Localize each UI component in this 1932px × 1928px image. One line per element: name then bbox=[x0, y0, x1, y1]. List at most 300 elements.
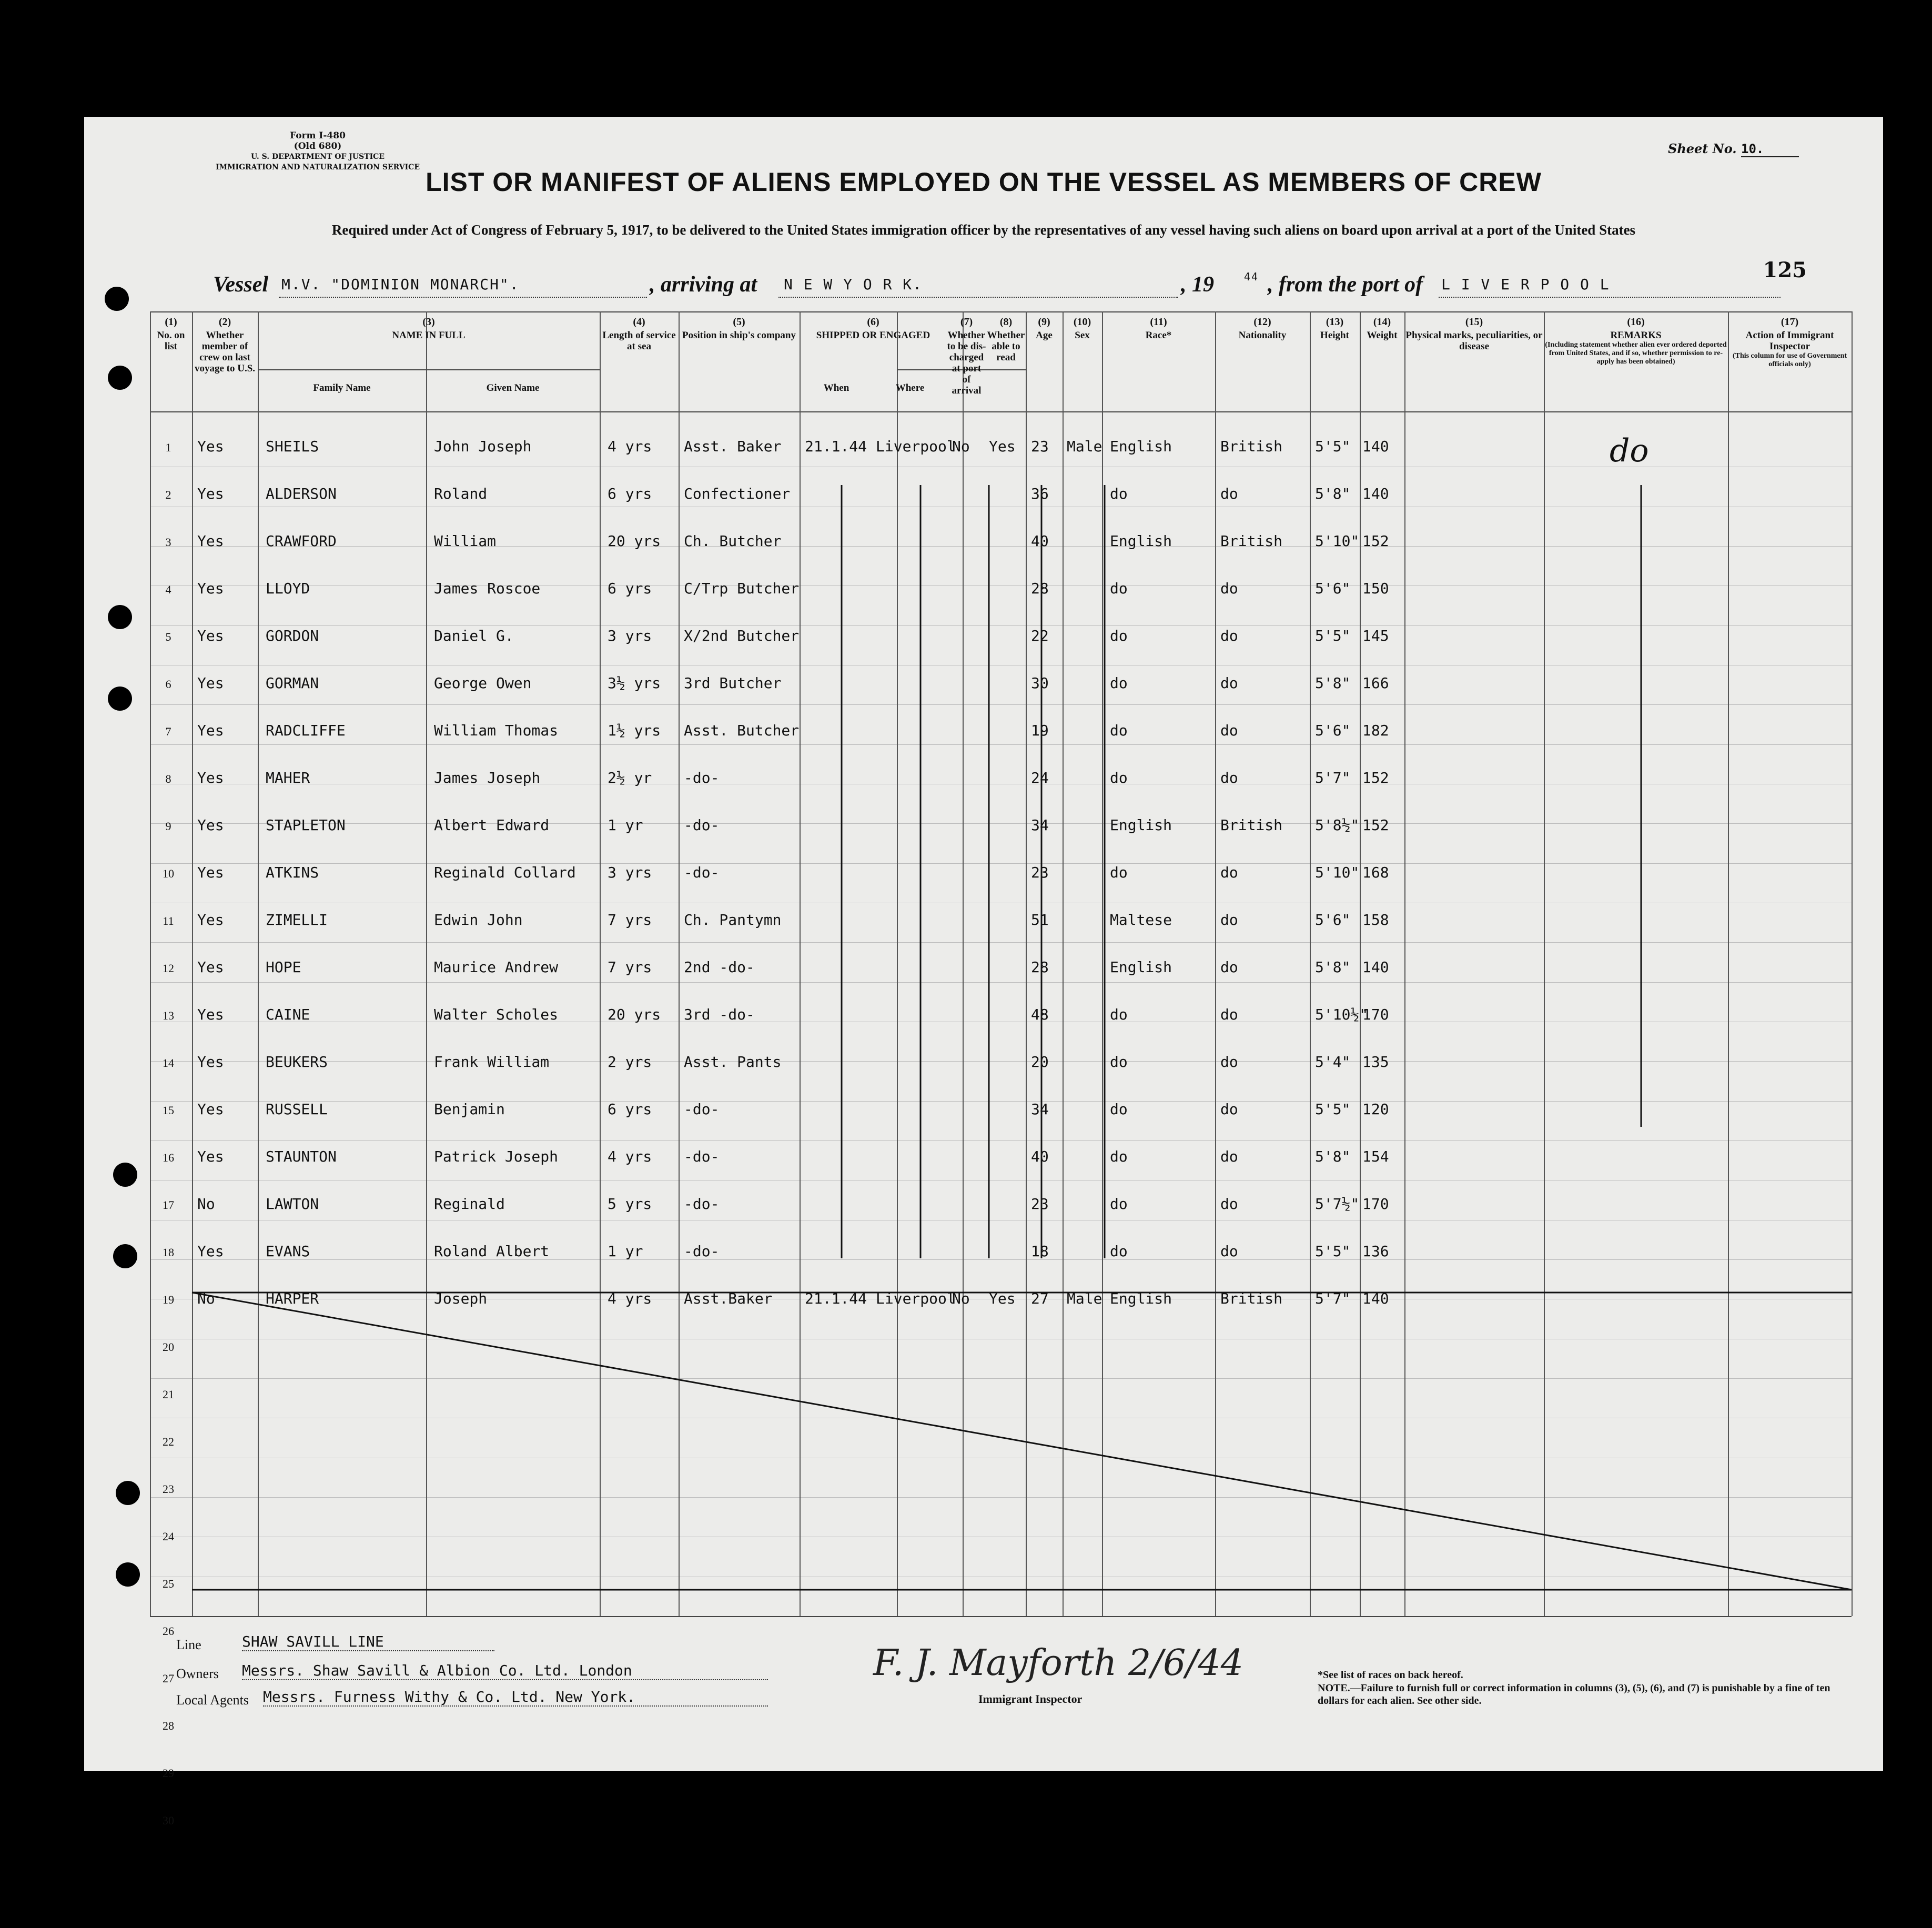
cell-service: 4 yrs bbox=[608, 1148, 652, 1165]
column-label: Physical marks, peculiarities, or disease bbox=[1405, 330, 1543, 352]
cell-nationality: do bbox=[1220, 674, 1238, 692]
cell-race: do bbox=[1110, 580, 1128, 597]
cell-age: 20 bbox=[1031, 1053, 1049, 1071]
subheader-given-name: Given Name bbox=[486, 382, 540, 393]
binding-hole bbox=[116, 1562, 140, 1587]
row-number: 12 bbox=[163, 962, 174, 975]
races-note: *See list of races on back hereof. bbox=[1318, 1669, 1463, 1681]
cell-height: 5'10" bbox=[1315, 864, 1360, 881]
column-number: (7) bbox=[960, 316, 973, 328]
cell-height: 5'5" bbox=[1315, 1243, 1351, 1260]
cell-family: ATKINS bbox=[266, 864, 319, 881]
cell-when: 21.1.44 bbox=[805, 438, 867, 455]
cell-position: -do- bbox=[684, 1148, 720, 1165]
column-label: SHIPPED OR ENGAGED bbox=[816, 330, 930, 341]
row-number: 30 bbox=[163, 1814, 174, 1827]
cell-nationality: do bbox=[1220, 1006, 1238, 1023]
cell-given: Roland bbox=[434, 485, 488, 502]
pen-marks bbox=[84, 117, 1883, 1771]
cell-weight: 158 bbox=[1362, 911, 1389, 928]
cell-discharged: No bbox=[952, 1290, 970, 1307]
cell-nationality: British bbox=[1220, 1290, 1283, 1307]
column-number: (15) bbox=[1465, 316, 1483, 328]
column-number: (4) bbox=[633, 316, 645, 328]
cell-given: Patrick Joseph bbox=[434, 1148, 559, 1165]
page-number: 125 bbox=[1763, 258, 1807, 282]
cell-height: 5'4" bbox=[1315, 1053, 1351, 1071]
cell-nationality: do bbox=[1220, 1148, 1238, 1165]
binding-hole bbox=[116, 1481, 140, 1505]
column-label: REMARKS bbox=[1610, 330, 1662, 341]
cell-weight: 140 bbox=[1362, 485, 1389, 502]
column-number: (12) bbox=[1253, 316, 1271, 328]
row-number: 9 bbox=[165, 820, 171, 833]
cell-nationality: do bbox=[1220, 722, 1238, 739]
cell-race: do bbox=[1110, 864, 1128, 881]
cell-age: 22 bbox=[1031, 627, 1049, 644]
page-title: LIST OR MANIFEST OF ALIENS EMPLOYED ON THE VESSEL AS MEMBERS OF CREW bbox=[426, 167, 1542, 197]
cell-race: do bbox=[1110, 1148, 1128, 1165]
cell-age: 48 bbox=[1031, 1006, 1049, 1023]
cell-age: 24 bbox=[1031, 769, 1049, 786]
column-number: (2) bbox=[218, 316, 231, 328]
year-label: , 19 bbox=[1181, 272, 1214, 297]
cell-given: Frank William bbox=[434, 1053, 550, 1071]
cell-age: 51 bbox=[1031, 911, 1049, 928]
cell-family: STAPLETON bbox=[266, 816, 346, 834]
cell-family: SHEILS bbox=[266, 438, 319, 455]
row-number: 5 bbox=[165, 630, 171, 643]
row-number: 3 bbox=[165, 536, 171, 549]
cell-age: 40 bbox=[1031, 532, 1049, 550]
column-label: Age bbox=[1036, 330, 1053, 341]
binding-hole bbox=[108, 366, 132, 390]
cell-position: -do- bbox=[684, 1101, 720, 1118]
cell-position: Asst. Baker bbox=[684, 438, 782, 455]
local-agents-label: Local Agents bbox=[176, 1692, 249, 1708]
cell-position: Asst. Pants bbox=[684, 1053, 782, 1071]
column-number: (5) bbox=[733, 316, 745, 328]
cell-family: GORMAN bbox=[266, 674, 319, 692]
cell-last: Yes bbox=[197, 911, 224, 928]
cell-weight: 136 bbox=[1362, 1243, 1389, 1260]
cell-service: 1 yr bbox=[608, 816, 643, 834]
column-label: Position in ship's company bbox=[682, 330, 796, 341]
column-label: Whether member of crew on last voyage to U.S. bbox=[194, 330, 256, 374]
cell-service: 2½ yr bbox=[608, 769, 652, 786]
cell-last: Yes bbox=[197, 1243, 224, 1260]
cell-age: 30 bbox=[1031, 674, 1049, 692]
cell-height: 5'5" bbox=[1315, 627, 1351, 644]
cell-height: 5'7½" bbox=[1315, 1195, 1360, 1213]
cell-last: Yes bbox=[197, 674, 224, 692]
cell-service: 1 yr bbox=[608, 1243, 643, 1260]
column-label: Nationality bbox=[1238, 330, 1287, 341]
cell-given: Edwin John bbox=[434, 911, 523, 928]
row-number: 27 bbox=[163, 1672, 174, 1685]
row-number: 29 bbox=[163, 1767, 174, 1780]
cell-position: Ch. Pantymn bbox=[684, 911, 782, 928]
cell-position: Ch. Butcher bbox=[684, 532, 782, 550]
cell-nationality: do bbox=[1220, 958, 1238, 976]
binding-hole bbox=[108, 687, 132, 711]
cell-race: do bbox=[1110, 722, 1128, 739]
row-number: 17 bbox=[163, 1198, 174, 1212]
cell-last: Yes bbox=[197, 1053, 224, 1071]
cell-read: Yes bbox=[989, 1290, 1016, 1307]
column-label: No. on list bbox=[157, 330, 185, 352]
cell-age: 36 bbox=[1031, 485, 1049, 502]
cell-height: 5'6" bbox=[1315, 911, 1351, 928]
cell-nationality: do bbox=[1220, 1101, 1238, 1118]
cell-family: ZIMELLI bbox=[266, 911, 328, 928]
column-label: Length of service at sea bbox=[602, 330, 676, 352]
cell-given: James Roscoe bbox=[434, 580, 541, 597]
cell-last: Yes bbox=[197, 864, 224, 881]
cell-service: 4 yrs bbox=[608, 1290, 652, 1307]
cell-family: RADCLIFFE bbox=[266, 722, 346, 739]
cell-race: do bbox=[1110, 1006, 1128, 1023]
cell-height: 5'8" bbox=[1315, 674, 1351, 692]
cell-service: 3 yrs bbox=[608, 864, 652, 881]
cell-given: William Thomas bbox=[434, 722, 559, 739]
row-number: 7 bbox=[165, 725, 171, 738]
cell-service: 20 yrs bbox=[608, 532, 661, 550]
cell-race: English bbox=[1110, 438, 1172, 455]
cell-nationality: British bbox=[1220, 816, 1283, 834]
line-value: SHAW SAVILL LINE bbox=[242, 1633, 494, 1651]
owners-value: Messrs. Shaw Savill & Albion Co. Ltd. London bbox=[242, 1662, 768, 1680]
subheader-when: When bbox=[823, 382, 849, 393]
cell-nationality: do bbox=[1220, 864, 1238, 881]
cell-family: STAUNTON bbox=[266, 1148, 337, 1165]
cell-position: -do- bbox=[684, 864, 720, 881]
subheader-where: Where bbox=[895, 382, 925, 393]
cell-given: Reginald Collard bbox=[434, 864, 576, 881]
cell-race: English bbox=[1110, 532, 1172, 550]
cell-family: GORDON bbox=[266, 627, 319, 644]
cell-race: do bbox=[1110, 485, 1128, 502]
penalty-note: NOTE.—Failure to furnish full or correct information in columns (3), (5), (6), and (7) is punishable by a fine of ten dollars for each alien. See other side. bbox=[1318, 1682, 1830, 1707]
cell-race: do bbox=[1110, 769, 1128, 786]
cell-weight: 166 bbox=[1362, 674, 1389, 692]
inspector-caption: Immigrant Inspector bbox=[978, 1692, 1083, 1705]
row-number: 10 bbox=[163, 867, 174, 880]
arriving-value: N E W Y O R K. bbox=[784, 276, 923, 293]
cell-nationality: do bbox=[1220, 769, 1238, 786]
cell-last: Yes bbox=[197, 532, 224, 550]
row-number: 20 bbox=[163, 1340, 174, 1354]
column-label: Race* bbox=[1145, 330, 1172, 341]
row-number: 2 bbox=[165, 488, 171, 501]
row-number: 23 bbox=[163, 1482, 174, 1496]
cell-last: Yes bbox=[197, 627, 224, 644]
cell-nationality: do bbox=[1220, 1195, 1238, 1213]
cell-race: Maltese bbox=[1110, 911, 1172, 928]
cell-nationality: British bbox=[1220, 438, 1283, 455]
column-number: (3) bbox=[422, 316, 435, 328]
cell-family: HOPE bbox=[266, 958, 301, 976]
row-number: 22 bbox=[163, 1435, 174, 1448]
from-port-value: L I V E R P O O L bbox=[1441, 276, 1610, 293]
cell-last: Yes bbox=[197, 769, 224, 786]
row-number: 4 bbox=[165, 583, 171, 596]
cell-nationality: do bbox=[1220, 1243, 1238, 1260]
cell-nationality: do bbox=[1220, 911, 1238, 928]
cell-family: CAINE bbox=[266, 1006, 310, 1023]
cell-service: 3 yrs bbox=[608, 627, 652, 644]
row-number: 21 bbox=[163, 1388, 174, 1401]
cell-given: Benjamin bbox=[434, 1101, 505, 1118]
column-number: (10) bbox=[1073, 316, 1091, 328]
cell-service: 2 yrs bbox=[608, 1053, 652, 1071]
cell-position: -do- bbox=[684, 816, 720, 834]
cell-weight: 170 bbox=[1362, 1006, 1389, 1023]
cell-family: RUSSELL bbox=[266, 1101, 328, 1118]
cell-given: Albert Edward bbox=[434, 816, 550, 834]
cell-height: 5'10" bbox=[1315, 532, 1360, 550]
row-number: 1 bbox=[165, 441, 171, 454]
inspector-signature: F. J. Mayforth 2/6/44 bbox=[873, 1642, 1243, 1684]
cell-family: CRAWFORD bbox=[266, 532, 337, 550]
cell-race: do bbox=[1110, 627, 1128, 644]
cell-last: Yes bbox=[197, 1101, 224, 1118]
action-note: (This column for use of Government officials only) bbox=[1732, 352, 1847, 368]
cell-service: 7 yrs bbox=[608, 911, 652, 928]
cell-sex: Male bbox=[1067, 438, 1102, 455]
cell-weight: 182 bbox=[1362, 722, 1389, 739]
cell-last: Yes bbox=[197, 958, 224, 976]
cell-position: 3rd -do- bbox=[684, 1006, 755, 1023]
column-label: Whether to be dis-charged at port of arrival bbox=[947, 330, 986, 396]
cell-service: 6 yrs bbox=[608, 580, 652, 597]
cell-family: BEUKERS bbox=[266, 1053, 328, 1071]
binding-hole bbox=[113, 1244, 137, 1268]
vessel-value: M.V. "DOMINION MONARCH". bbox=[281, 276, 520, 293]
cell-position: Confectioner bbox=[684, 485, 791, 502]
local-agents-value: Messrs. Furness Withy & Co. Ltd. New York. bbox=[263, 1688, 768, 1707]
cell-weight: 140 bbox=[1362, 1290, 1389, 1307]
row-number: 8 bbox=[165, 772, 171, 785]
cancellation-diagonal bbox=[192, 1293, 1852, 1590]
cell-nationality: do bbox=[1220, 485, 1238, 502]
row-number: 15 bbox=[163, 1104, 174, 1117]
cell-age: 19 bbox=[1031, 722, 1049, 739]
column-number: (17) bbox=[1781, 316, 1799, 328]
cell-height: 5'8½" bbox=[1315, 816, 1360, 834]
cell-given: William bbox=[434, 532, 497, 550]
form-old-number: (Old 680) bbox=[294, 141, 342, 152]
department-name: U. S. DEPARTMENT OF JUSTICE bbox=[250, 153, 385, 161]
cell-weight: 150 bbox=[1362, 580, 1389, 597]
cell-given: George Owen bbox=[434, 674, 532, 692]
owners-label: Owners bbox=[176, 1666, 219, 1681]
cell-last: Yes bbox=[197, 580, 224, 597]
cell-family: HARPER bbox=[266, 1290, 319, 1307]
column-label: Sex bbox=[1075, 330, 1090, 341]
column-label: Whether able to read bbox=[987, 330, 1025, 363]
cell-nationality: British bbox=[1220, 532, 1283, 550]
cell-position: Asst. Butcher bbox=[684, 722, 800, 739]
cell-position: -do- bbox=[684, 1243, 720, 1260]
cell-service: 3½ yrs bbox=[608, 674, 661, 692]
cell-position: -do- bbox=[684, 1195, 720, 1213]
cell-position: 3rd Butcher bbox=[684, 674, 782, 692]
cell-family: MAHER bbox=[266, 769, 310, 786]
cell-height: 5'5" bbox=[1315, 438, 1351, 455]
row-number: 24 bbox=[163, 1530, 174, 1543]
cell-family: EVANS bbox=[266, 1243, 310, 1260]
cell-weight: 140 bbox=[1362, 958, 1389, 976]
cell-position: -do- bbox=[684, 769, 720, 786]
cell-weight: 170 bbox=[1362, 1195, 1389, 1213]
remarks-note: (Including statement whether alien ever ordered deported from United States, and if so, whether permission to re-apply has been obtained) bbox=[1545, 341, 1727, 366]
cell-given: Roland Albert bbox=[434, 1243, 550, 1260]
cell-age: 28 bbox=[1031, 580, 1049, 597]
arriving-label: , arriving at bbox=[650, 272, 757, 297]
cell-weight: 140 bbox=[1362, 438, 1389, 455]
cell-weight: 154 bbox=[1362, 1148, 1389, 1165]
cell-when: 21.1.44 bbox=[805, 1290, 867, 1307]
cell-age: 23 bbox=[1031, 438, 1049, 455]
column-label: NAME IN FULL bbox=[392, 330, 466, 341]
cell-family: LAWTON bbox=[266, 1195, 319, 1213]
row-number: 19 bbox=[163, 1293, 174, 1306]
cell-race: do bbox=[1110, 674, 1128, 692]
column-number: (9) bbox=[1038, 316, 1050, 328]
cell-age: 18 bbox=[1031, 1243, 1049, 1260]
row-number: 25 bbox=[163, 1577, 174, 1590]
cell-age: 34 bbox=[1031, 1101, 1049, 1118]
cell-service: 6 yrs bbox=[608, 1101, 652, 1118]
cell-age: 23 bbox=[1031, 1195, 1049, 1213]
page-subtitle: Required under Act of Congress of February 5, 1917, to be delivered to the United States immigration officer by the representatives of any vessel having such aliens on board upon arrival at a port of the United States bbox=[331, 222, 1636, 238]
cell-sex: Male bbox=[1067, 1290, 1102, 1307]
cell-last: No bbox=[197, 1290, 215, 1307]
column-number: (8) bbox=[999, 316, 1013, 328]
cell-height: 5'10½" bbox=[1315, 1006, 1369, 1023]
sheet-value: 10. bbox=[1741, 142, 1799, 157]
cell-read: Yes bbox=[989, 438, 1016, 455]
binding-hole bbox=[108, 605, 132, 629]
cell-position: X/2nd Butcher bbox=[684, 627, 800, 644]
cell-given: Maurice Andrew bbox=[434, 958, 559, 976]
cell-family: LLOYD bbox=[266, 580, 310, 597]
form-number: Form I-480 bbox=[290, 130, 346, 141]
cell-where: Liverpool bbox=[876, 438, 956, 455]
cell-race: English bbox=[1110, 1290, 1172, 1307]
cell-height: 5'8" bbox=[1315, 485, 1351, 502]
cell-position: 2nd -do- bbox=[684, 958, 755, 976]
row-number: 26 bbox=[163, 1624, 174, 1638]
cell-last: Yes bbox=[197, 485, 224, 502]
binding-hole bbox=[105, 287, 129, 311]
subheader-family-name: Family Name bbox=[313, 382, 371, 393]
cell-race: do bbox=[1110, 1243, 1128, 1260]
row-number: 16 bbox=[163, 1151, 174, 1164]
cell-last: Yes bbox=[197, 438, 224, 455]
cell-height: 5'7" bbox=[1315, 1290, 1351, 1307]
cell-last: Yes bbox=[197, 1006, 224, 1023]
row-number: 6 bbox=[165, 678, 171, 691]
cell-weight: 152 bbox=[1362, 816, 1389, 834]
cell-service: 1½ yrs bbox=[608, 722, 661, 739]
cell-given: John Joseph bbox=[434, 438, 532, 455]
cell-age: 34 bbox=[1031, 816, 1049, 834]
cell-discharged: No bbox=[952, 438, 970, 455]
row-number: 11 bbox=[163, 914, 174, 927]
column-number: (16) bbox=[1627, 316, 1645, 328]
column-label: Action of Immigrant Inspector bbox=[1745, 330, 1834, 352]
cell-age: 27 bbox=[1031, 1290, 1049, 1307]
sheet-label: Sheet No. bbox=[1668, 141, 1737, 156]
cell-height: 5'8" bbox=[1315, 958, 1351, 976]
column-number: (11) bbox=[1150, 316, 1167, 328]
cell-given: Reginald bbox=[434, 1195, 505, 1213]
cell-weight: 168 bbox=[1362, 864, 1389, 881]
cell-age: 28 bbox=[1031, 958, 1049, 976]
cell-height: 5'7" bbox=[1315, 769, 1351, 786]
cell-family: ALDERSON bbox=[266, 485, 337, 502]
cell-race: do bbox=[1110, 1053, 1128, 1071]
row-number: 28 bbox=[163, 1719, 174, 1732]
cell-given: Joseph bbox=[434, 1290, 488, 1307]
cell-nationality: do bbox=[1220, 1053, 1238, 1071]
column-number: (13) bbox=[1326, 316, 1344, 328]
cell-service: 6 yrs bbox=[608, 485, 652, 502]
cell-given: Walter Scholes bbox=[434, 1006, 559, 1023]
cell-last: Yes bbox=[197, 722, 224, 739]
cell-last: Yes bbox=[197, 816, 224, 834]
cell-weight: 145 bbox=[1362, 627, 1389, 644]
cell-service: 20 yrs bbox=[608, 1006, 661, 1023]
manifest-sheet bbox=[84, 117, 1883, 1827]
cell-last: Yes bbox=[197, 1148, 224, 1165]
row-number: 14 bbox=[163, 1056, 174, 1069]
cell-weight: 135 bbox=[1362, 1053, 1389, 1071]
line-label: Line bbox=[176, 1637, 201, 1652]
remarks-handwritten: do bbox=[1610, 432, 1649, 469]
cell-race: do bbox=[1110, 1195, 1128, 1213]
vessel-label: Vessel bbox=[213, 272, 268, 297]
year-value: 44 bbox=[1244, 270, 1259, 283]
cell-height: 5'8" bbox=[1315, 1148, 1351, 1165]
cell-weight: 120 bbox=[1362, 1101, 1389, 1118]
cell-race: do bbox=[1110, 1101, 1128, 1118]
binding-hole bbox=[113, 1163, 137, 1187]
cell-nationality: do bbox=[1220, 580, 1238, 597]
cell-position: C/Trp Butcher bbox=[684, 580, 800, 597]
cell-position: Asst.Baker bbox=[684, 1290, 773, 1307]
cell-height: 5'6" bbox=[1315, 580, 1351, 597]
row-number: 13 bbox=[163, 1009, 174, 1022]
cell-given: James Joseph bbox=[434, 769, 541, 786]
cell-where: Liverpool bbox=[876, 1290, 956, 1307]
cell-weight: 152 bbox=[1362, 532, 1389, 550]
cell-height: 5'5" bbox=[1315, 1101, 1351, 1118]
column-number: (1) bbox=[165, 316, 177, 328]
cell-nationality: do bbox=[1220, 627, 1238, 644]
row-number: 18 bbox=[163, 1246, 174, 1259]
column-number: (14) bbox=[1373, 316, 1391, 328]
cell-service: 5 yrs bbox=[608, 1195, 652, 1213]
from-port-label: , from the port of bbox=[1268, 272, 1423, 297]
cell-service: 7 yrs bbox=[608, 958, 652, 976]
cell-age: 23 bbox=[1031, 864, 1049, 881]
column-label: Height bbox=[1320, 330, 1349, 341]
cell-given: Daniel G. bbox=[434, 627, 514, 644]
cell-last: No bbox=[197, 1195, 215, 1213]
